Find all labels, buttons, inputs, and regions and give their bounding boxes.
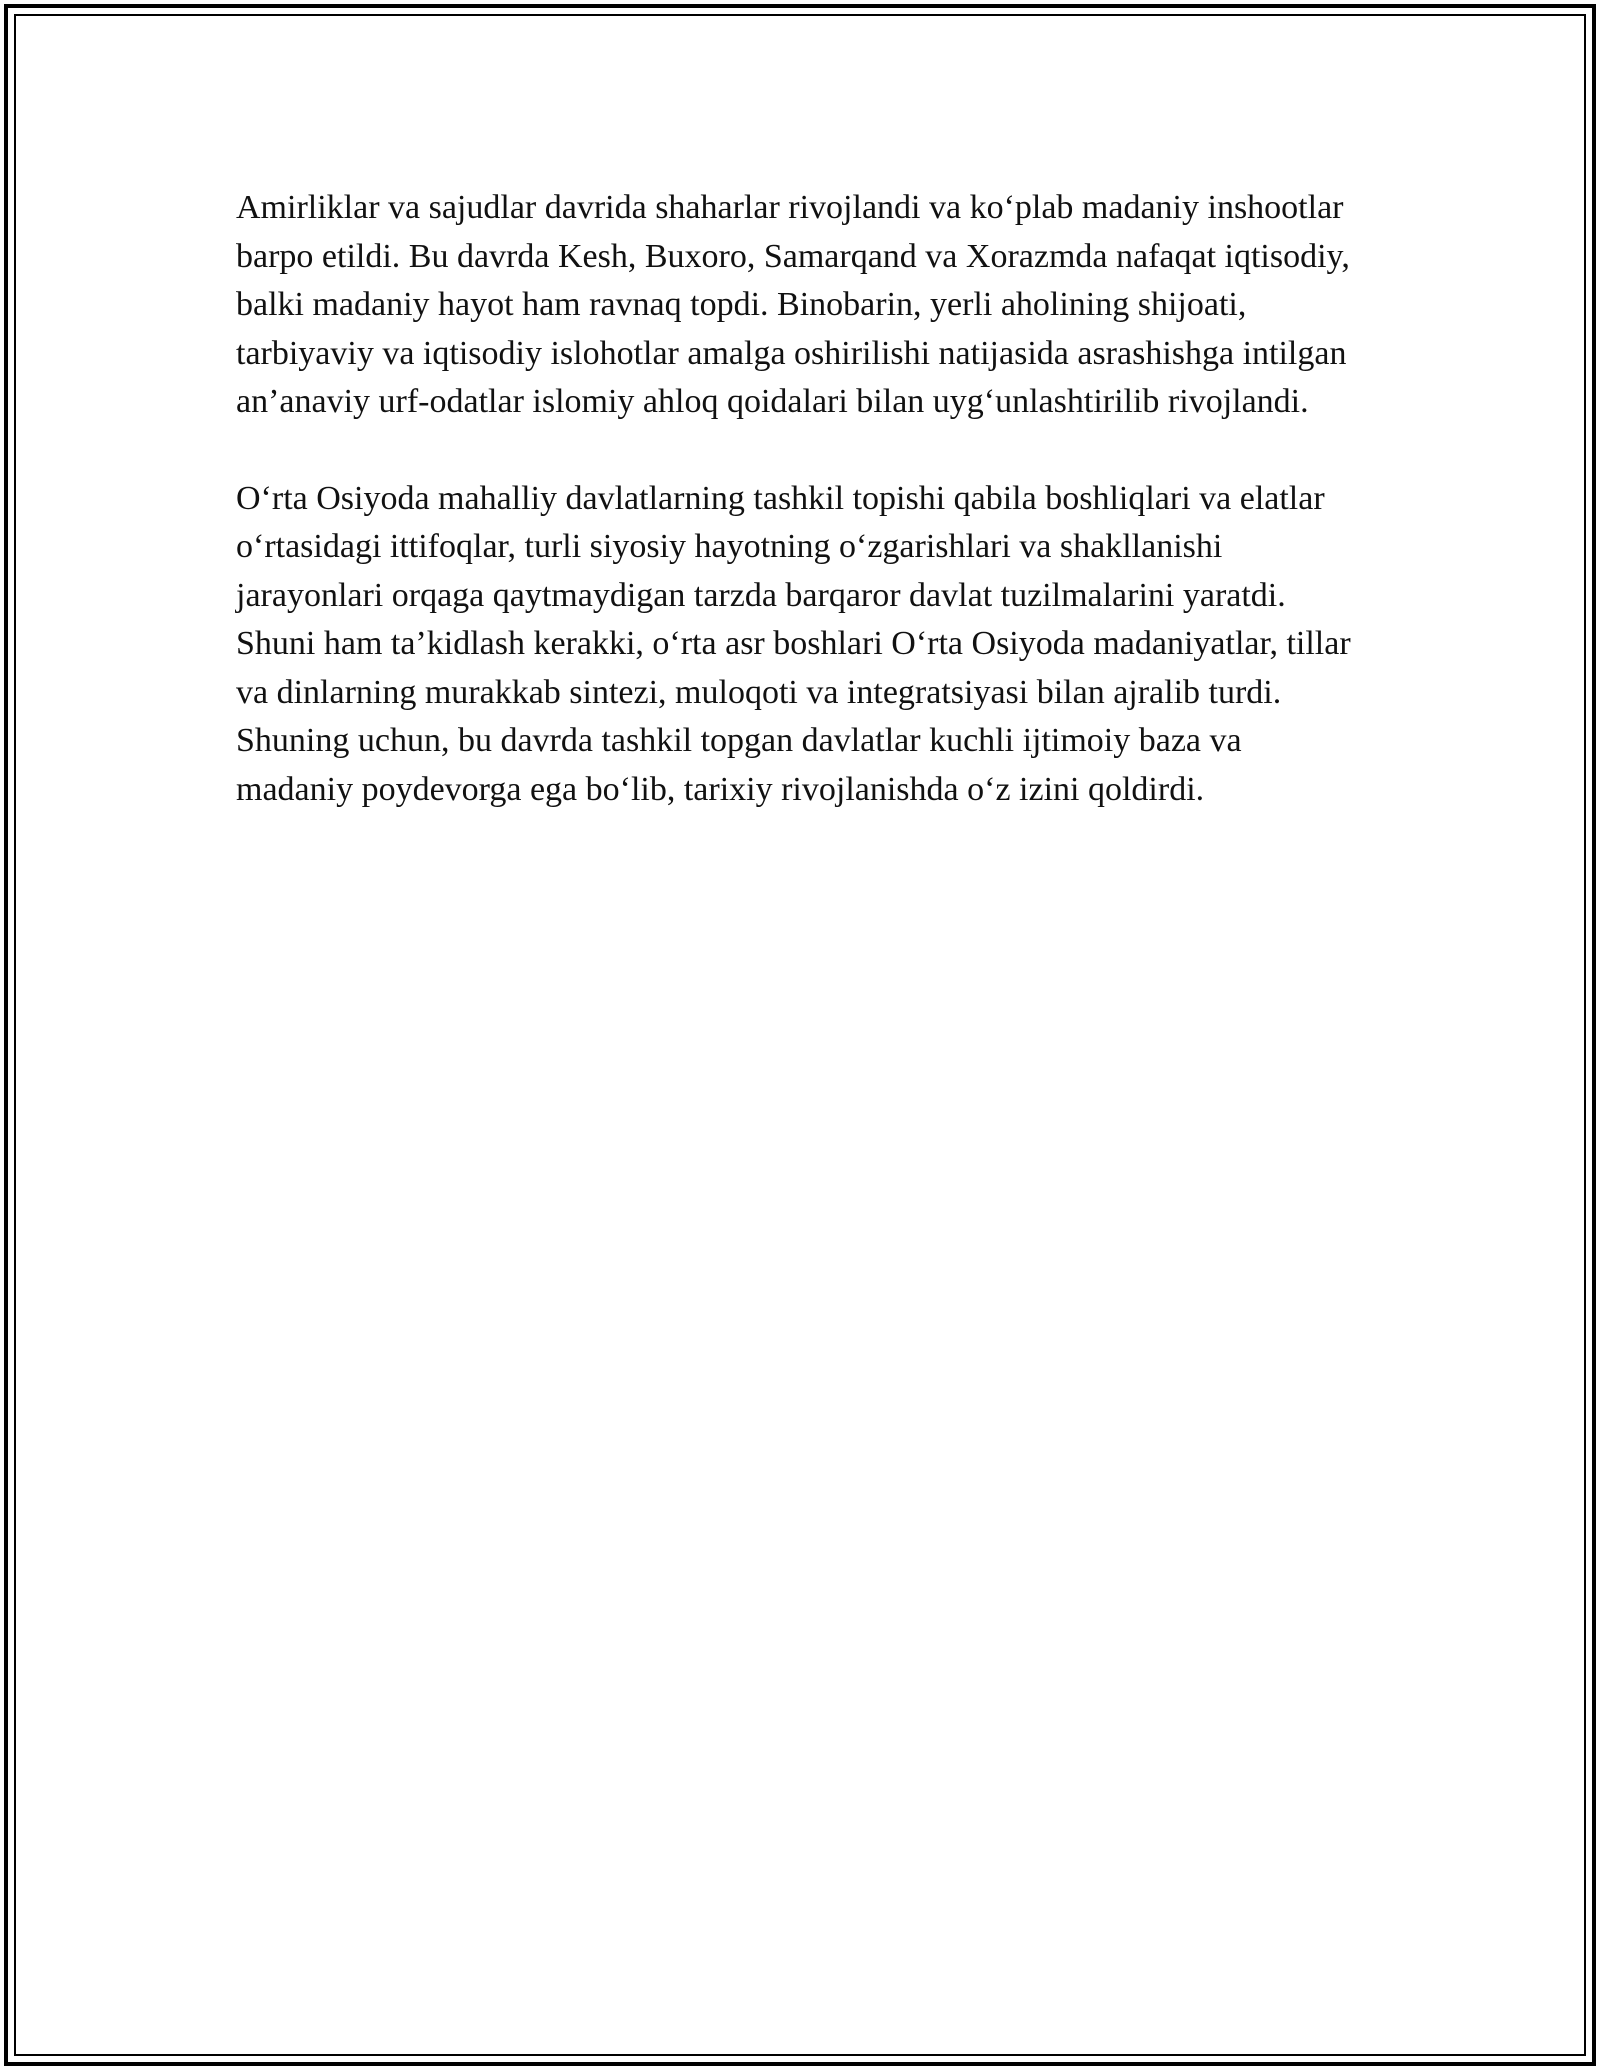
paragraph-2: O‘rta Osiyoda mahalliy davlatlarning tashkil topishi qabila boshliqlari va elatlar o‘rtasidagi ittifoqlar, turli siyosiy hayotning o‘zgarishlari va shakllanishi jarayonlari orqaga qaytmaydigan tarzda barqaror davlat tuzilmalarini yaratdi. Shuni ham ta’kidlash kerakki, o‘rta asr boshlari O‘rta Osiyoda madaniyatlar, tillar va dinlarning murakkab sintezi, muloqoti va integratsiyasi bilan ajralib turdi. Shuning uchun, bu davrda tashkil topgan davlatlar kuchli ijtimoiy baza va madaniy poydevorga ega bo‘lib, tarixiy rivojlanishda o‘z izini qoldirdi. [236,479,1351,808]
paragraph-1: Amirliklar va sajudlar davrida shaharlar rivojlandi va ko‘plab madaniy inshootlar barpo etildi. Bu davrda Kesh, Buxoro, Samarqand va Xorazmda nafaqat iqtisodiy, balki madaniy hayot ham ravnaq topdi. Binobarin, yerli aholining shijoati, tarbiyaviy va iqtisodiy islohotlar amalga oshirilishi natijasida asrashishga intilgan an’anaviy urf-odatlar islomiy ahloq qoidalari bilan uyg‘unlashtirilib rivojlandi. [236,189,1350,420]
document-body [236,184,1361,862]
